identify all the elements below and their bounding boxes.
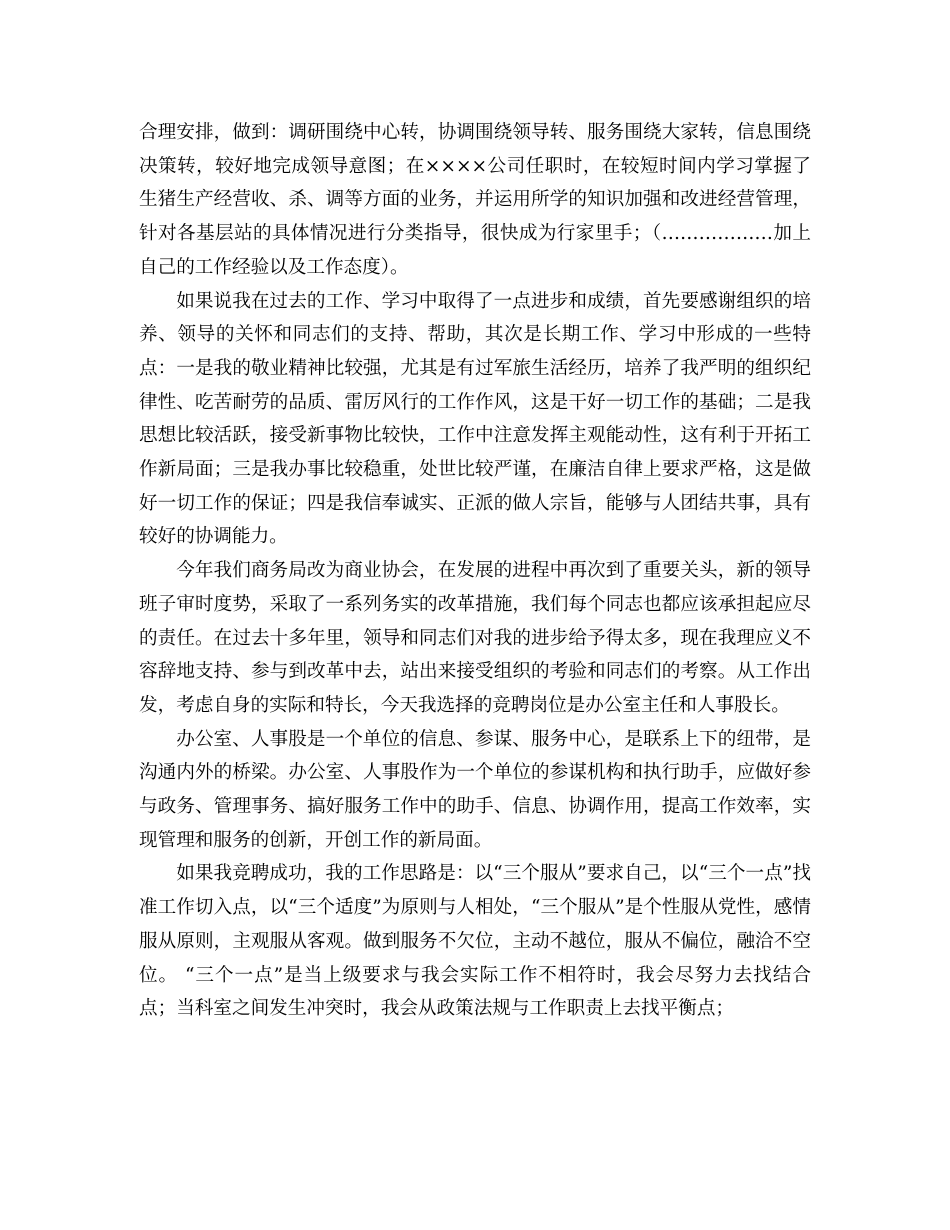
document-body — [139, 116, 811, 1026]
paragraph-office-role: 办公室、人事股是一个单位的信息、参谋、服务中心，是联系上下的纽带，是沟通内外的桥梁。办公室、人事股作为一个单位的参谋机构和执行助手，应做好参与政务、管理事务、搞好服务工作中的助手、信息、协调作用，提高工作效率，实现管理和服务的创新，开创工作的新局面。 — [139, 728, 811, 851]
paragraph-work-plan: 如果我竞聘成功，我的工作思路是：以“三个服从”要求自己，以“三个一点”找准工作切入点，以“三个适度”为原则与人相处，“三个服从”是个性服从党性，感情服从原则，主观服从客观。做到服务不欠位，主动不越位，服从不偏位，融洽不空位。 “三个一点”是当上级要求与我会实际工作不相符时，我会尽努力去找结合点；当科室之间发生冲突时，我会从政策法规与工作职责上去找平衡点； — [139, 863, 811, 1020]
paragraph-reform: 今年我们商务局改为商业协会，在发展的进程中再次到了重要关头，新的领导班子审时度势，采取了一系列务实的改革措施，我们每个同志也都应该承担起应尽的责任。在过去十多年里，领导和同志们对我的进步给予得太多，现在我理应义不容辞地支持、参与到改革中去，站出来接受组织的考验和同志们的考察。从工作出发，考虑自身的实际和特长，今天我选择的竞聘岗位是办公室主任和人事股长。 — [139, 560, 811, 716]
paragraph-continuation: 合理安排，做到：调研围绕中心转，协调围绕领导转、服务围绕大家转，信息围绕决策转，较好地完成领导意图；在××××公司任职时，在较短时间内学习掌握了生猪生产经营收、杀、调等方面的业务，并运用所学的知识加强和改进经营管理，针对各基层站的具体情况进行分类指导，很快成为行家里手；（………………加上自己的工作经验以及工作态度）。 — [139, 122, 811, 278]
paragraph-strengths: 如果说我在过去的工作、学习中取得了一点进步和成绩，首先要感谢组织的培养、领导的关怀和同志们的支持、帮助，其次是长期工作、学习中形成的一些特点：一是我的敬业精神比较强，尤其是有过军旅生活经历，培养了我严明的组织纪律性、吃苦耐劳的品质、雷厉风行的工作作风，这是干好一切工作的基础；二是我思想比较活跃，接受新事物比较快，工作中注意发挥主观能动性，这有利于开拓工作新局面；三是我办事比较稳重，处世比较严谨，在廉洁自律上要求严格，这是做好一切工作的保证；四是我信奉诚实、正派的做人宗旨，能够与人团结共事，具有较好的协调能力。 — [139, 290, 811, 548]
